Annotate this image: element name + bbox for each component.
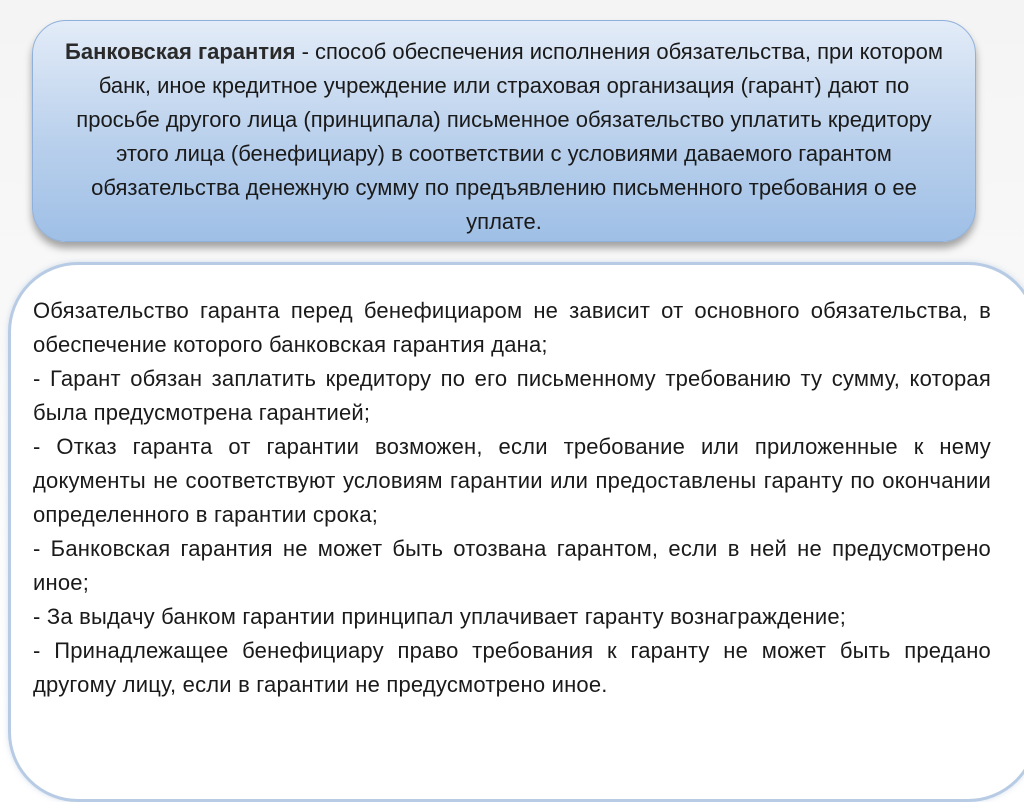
points-list (33, 294, 991, 702)
point-item: - Отказ гаранта от гарантии возможен, если требование или приложенные к нему документы не соответствуют условиям гарантии или предоставлены гаранту по окончании определенного в гарантии срока; (33, 434, 991, 527)
point-item: - Принадлежащее бенефициару право требования к гаранту не может быть предано другому лицу, если в гарантии не предусмотрено иное. (33, 638, 991, 697)
point-item: - Гарант обязан заплатить кредитору по его письменному требованию ту сумму, которая была предусмотрена гарантией; (33, 366, 991, 425)
point-item: - Банковская гарантия не может быть отозвана гарантом, если в ней не предусмотрено иное; (33, 536, 991, 595)
definition-text: - способ обеспечения исполнения обязательства, при котором банк, иное кредитное учреждение или страховая организация (гарант) дают по просьбе другого лица (принципала) письменное обязательство уплатить кредитору этого лица (бенефициару) в соответствии с условиями даваемого гарантом обязательства денежную сумму по предъявлению письменного требования о ее уплате. (76, 39, 943, 234)
point-item: Обязательство гаранта перед бенефициаром не зависит от основного обязательства, в обеспечение которого банковская гарантия дана; (33, 298, 991, 357)
point-item: - За выдачу банком гарантии принципал уплачивает гаранту вознаграждение; (33, 604, 847, 629)
definition-term: Банковская гарантия (65, 39, 296, 64)
definition-box (32, 20, 976, 242)
